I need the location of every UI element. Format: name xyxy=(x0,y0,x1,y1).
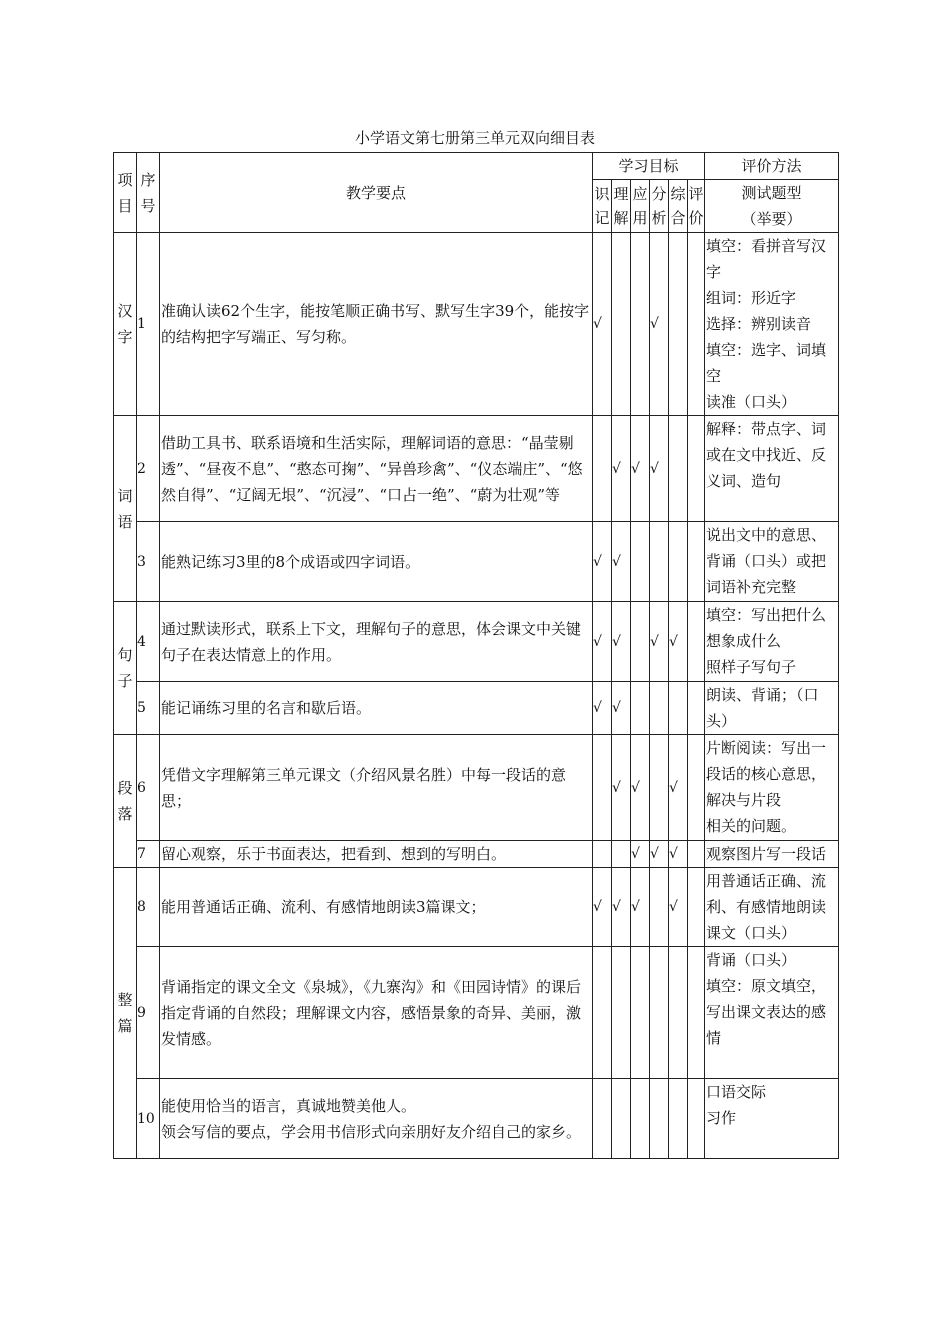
goal-cell xyxy=(612,947,631,1079)
section-label: 汉字 xyxy=(114,233,137,416)
goal-cell xyxy=(669,735,688,841)
eval-sub-line: （举要） xyxy=(741,210,802,228)
goal-cell xyxy=(688,868,705,947)
goal-cell xyxy=(650,416,669,522)
goal-cell xyxy=(688,841,705,868)
row-number: 8 xyxy=(137,868,160,947)
check-mark: √ xyxy=(650,633,659,650)
evaluation-method-text: 照样子写句子 xyxy=(706,658,797,676)
goal-cell xyxy=(631,1079,650,1159)
goal-cell xyxy=(612,522,631,602)
goal-header-shiji: 识记 xyxy=(593,180,612,233)
check-mark: √ xyxy=(593,700,602,716)
evaluation-method-text: 口语交际 xyxy=(706,1083,767,1101)
goal-cell xyxy=(669,416,688,522)
goal-cell xyxy=(669,682,688,735)
goal-cell xyxy=(593,416,612,522)
goal-cell xyxy=(593,868,612,947)
teaching-point-text: 凭借文字理解第三单元课文（介绍风景名胜）中每一段话的意思； xyxy=(161,765,567,810)
goal-cell xyxy=(688,602,705,682)
goal-cell xyxy=(612,1079,631,1159)
goal-cell xyxy=(688,522,705,602)
check-mark: √ xyxy=(631,779,640,796)
goal-cell xyxy=(631,682,650,735)
check-mark: √ xyxy=(650,460,659,477)
evaluation-method xyxy=(705,868,839,947)
goal-cell xyxy=(669,868,688,947)
evaluation-method xyxy=(705,841,839,868)
evaluation-method-text: 填空：写出把什么想象成什么 xyxy=(706,606,827,650)
check-mark: √ xyxy=(593,316,602,332)
goal-cell xyxy=(669,602,688,682)
goal-cell xyxy=(650,682,669,735)
row-number: 4 xyxy=(137,602,160,682)
teaching-point xyxy=(160,682,593,735)
goal-cell xyxy=(688,416,705,522)
check-mark: √ xyxy=(650,316,659,332)
teaching-point xyxy=(160,868,593,947)
evaluation-method-text: 填空：选字、词填空 xyxy=(706,341,827,385)
evaluation-method-text: 选择：辨别读音 xyxy=(706,315,812,333)
row-number: 2 xyxy=(137,416,160,522)
row-number: 3 xyxy=(137,522,160,602)
teaching-point-text: 留心观察，乐于书面表达，把看到、想到的写明白。 xyxy=(161,845,507,863)
goal-cell xyxy=(612,868,631,947)
goal-cell xyxy=(688,947,705,1079)
goal-cell xyxy=(631,947,650,1079)
goal-cell xyxy=(650,841,669,868)
goal-cell xyxy=(593,735,612,841)
goal-cell xyxy=(593,947,612,1079)
goal-cell xyxy=(612,233,631,416)
goal-cell xyxy=(631,233,650,416)
goal-cell xyxy=(669,947,688,1079)
goal-cell xyxy=(669,233,688,416)
goal-cell xyxy=(688,682,705,735)
evaluation-method-text: 解释：带点字、词或在文中找近、反义词、造句 xyxy=(706,420,827,490)
table-row xyxy=(114,947,839,1079)
evaluation-method xyxy=(705,602,839,682)
evaluation-method xyxy=(705,682,839,735)
evaluation-method-text: 用普通话正确、流利、有感情地朗读课文（口头） xyxy=(706,872,827,942)
header-points: 教学要点 xyxy=(160,153,593,233)
goal-cell xyxy=(631,841,650,868)
table-row xyxy=(114,522,839,602)
teaching-point-text: 能用普通话正确、流利、有感情地朗读3篇课文； xyxy=(161,898,486,916)
teaching-point xyxy=(160,1079,593,1159)
evaluation-method-text: 观察图片写一段话 xyxy=(706,845,827,863)
goal-cell xyxy=(612,841,631,868)
row-number: 6 xyxy=(137,735,160,841)
evaluation-method-text: 片断阅读：写出一段话的核心意思， xyxy=(706,739,827,783)
row-number: 9 xyxy=(137,947,160,1079)
row-number: 5 xyxy=(137,682,160,735)
table-row xyxy=(114,416,839,522)
evaluation-method-text: 背诵（口头） xyxy=(706,951,797,969)
goal-cell xyxy=(631,868,650,947)
evaluation-method xyxy=(705,522,839,602)
evaluation-method-text: 说出文中的意思、背诵（口头）或把词语补充完整 xyxy=(706,526,827,596)
check-mark: √ xyxy=(593,553,602,570)
teaching-point xyxy=(160,735,593,841)
goal-cell xyxy=(631,735,650,841)
table-row xyxy=(114,1079,839,1159)
teaching-point xyxy=(160,522,593,602)
evaluation-method xyxy=(705,416,839,522)
goal-cell xyxy=(688,233,705,416)
check-mark: √ xyxy=(612,553,621,570)
goal-cell xyxy=(650,602,669,682)
evaluation-method xyxy=(705,735,839,841)
table-row xyxy=(114,841,839,868)
table-row xyxy=(114,602,839,682)
goal-cell xyxy=(650,1079,669,1159)
goal-cell xyxy=(669,1079,688,1159)
check-mark: √ xyxy=(631,899,640,915)
goal-cell xyxy=(593,841,612,868)
goal-header-zonghe: 综合 xyxy=(669,180,688,233)
goal-cell xyxy=(631,522,650,602)
goal-header-yingyong: 应用 xyxy=(631,180,650,233)
evaluation-method-text: 相关的问题。 xyxy=(706,817,797,835)
evaluation-method xyxy=(705,1079,839,1159)
check-mark: √ xyxy=(650,846,659,862)
table-row xyxy=(114,735,839,841)
teaching-point-text: 通过默读形式，联系上下文，理解句子的意思，体会课文中关键句子在表达情意上的作用。 xyxy=(161,619,582,664)
row-number: 7 xyxy=(137,841,160,868)
goal-cell xyxy=(669,841,688,868)
evaluation-method xyxy=(705,947,839,1079)
table-row xyxy=(114,682,839,735)
page-title: 小学语文第七册第三单元双向细目表 xyxy=(354,129,595,147)
header-goals: 学习目标 xyxy=(593,153,705,180)
teaching-point xyxy=(160,233,593,416)
goal-cell xyxy=(593,1079,612,1159)
row-number: 1 xyxy=(137,233,160,416)
header-eval-sub xyxy=(705,180,839,233)
header-eval: 评价方法 xyxy=(705,153,839,180)
teaching-point-text: 能熟记练习3里的8个成语或四字词语。 xyxy=(161,552,421,571)
evaluation-method-text: 填空：看拼音写汉字 xyxy=(706,237,827,281)
check-mark: √ xyxy=(612,460,621,477)
evaluation-method-text: 填空：原文填空，写出课文表达的感情 xyxy=(706,977,827,1047)
evaluation-method-text: 习作 xyxy=(706,1109,737,1127)
section-label: 句子 xyxy=(114,602,137,735)
specification-table xyxy=(113,152,839,1159)
goal-cell xyxy=(612,602,631,682)
goal-cell xyxy=(612,416,631,522)
teaching-point-text: 能使用恰当的语言，真诚地赞美他人。 xyxy=(161,1096,417,1115)
check-mark: √ xyxy=(612,779,621,796)
teaching-point-text: 能记诵练习里的名言和歇后语。 xyxy=(161,699,372,717)
evaluation-method-text: 读准（口头） xyxy=(706,393,797,411)
teaching-point xyxy=(160,602,593,682)
goal-cell xyxy=(669,522,688,602)
goal-cell xyxy=(593,233,612,416)
table-row xyxy=(114,233,839,416)
goal-cell xyxy=(650,735,669,841)
evaluation-method-text: 解决与片段 xyxy=(706,791,782,809)
goal-cell xyxy=(688,735,705,841)
check-mark: √ xyxy=(612,700,621,716)
section-label: 整篇 xyxy=(114,868,137,1159)
goal-cell xyxy=(612,682,631,735)
check-mark: √ xyxy=(593,899,602,915)
header-item: 项目 xyxy=(114,153,137,233)
teaching-point xyxy=(160,416,593,522)
check-mark: √ xyxy=(669,846,678,862)
table-row xyxy=(114,868,839,947)
goal-cell xyxy=(650,522,669,602)
eval-sub-line: 测试题型 xyxy=(741,184,802,202)
goal-cell xyxy=(612,735,631,841)
teaching-point-text: 借助工具书、联系语境和生活实际，理解词语的意思：“晶莹剔透”、“昼夜不息”、“憨态可掬”、“异兽珍禽”、“仪态端庄”、“悠然自得”、“辽阔无垠”、“沉浸”、“口占一绝”、“蔚为壮观”等 xyxy=(161,433,583,504)
check-mark: √ xyxy=(669,633,678,650)
goal-cell xyxy=(593,682,612,735)
teaching-point-text: 准确认读62个生字，能按笔顺正确书写、默写生字39个，能按字的结构把字写端正、写匀称。 xyxy=(161,302,590,346)
goal-cell xyxy=(631,416,650,522)
section-label: 段落 xyxy=(114,735,137,868)
goal-header-fenxi: 分析 xyxy=(650,180,669,233)
check-mark: √ xyxy=(593,633,602,650)
check-mark: √ xyxy=(612,899,621,915)
goal-cell xyxy=(650,233,669,416)
goal-cell xyxy=(650,868,669,947)
teaching-point xyxy=(160,947,593,1079)
goal-cell xyxy=(631,602,650,682)
header-seq: 序号 xyxy=(137,153,160,233)
check-mark: √ xyxy=(631,846,640,862)
goal-cell xyxy=(593,522,612,602)
goal-header-lijie: 理解 xyxy=(612,180,631,233)
evaluation-method-text: 朗读、背诵；（口头） xyxy=(706,686,819,730)
check-mark: √ xyxy=(669,899,678,915)
evaluation-method-text: 组词：形近字 xyxy=(706,289,797,307)
section-label: 词语 xyxy=(114,416,137,602)
goal-header-pingjia: 评价 xyxy=(688,180,705,233)
evaluation-method xyxy=(705,233,839,416)
check-mark: √ xyxy=(669,779,678,796)
check-mark: √ xyxy=(631,460,640,477)
teaching-point xyxy=(160,841,593,868)
goal-cell xyxy=(593,602,612,682)
teaching-point-text: 背诵指定的课文全文《泉城》，《九寨沟》和《田园诗情》的课后指定背诵的自然段；理解课文内容，感悟景象的奇异、美丽，激发情感。 xyxy=(161,977,582,1048)
teaching-point-text: 领会写信的要点，学会用书信形式向亲朋好友介绍自己的家乡。 xyxy=(161,1122,582,1141)
row-number: 10 xyxy=(137,1079,160,1159)
goal-cell xyxy=(688,1079,705,1159)
goal-cell xyxy=(650,947,669,1079)
check-mark: √ xyxy=(612,633,621,650)
